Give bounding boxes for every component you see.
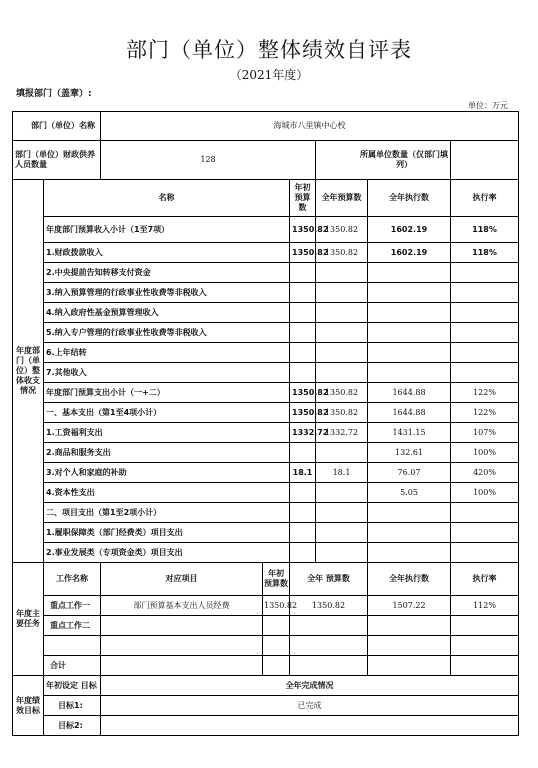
row-name: 1.财政拨款收入 [44, 243, 290, 263]
sub-units-label: 所属单位数量（仅部门填列） [316, 141, 451, 180]
row-initial-budget [290, 263, 316, 283]
row-initial-budget: 18.1 [290, 463, 316, 483]
table-row [13, 596, 519, 616]
task-executed [368, 656, 451, 676]
staff-label: 部门（单位）财政供养人员数量 [13, 141, 101, 180]
row-initial-budget [290, 343, 316, 363]
row-executed: 5.05 [368, 483, 451, 503]
header-goal-set: 年初设定 目标 [44, 676, 101, 696]
row-initial-budget: 1332.72 [290, 423, 316, 443]
row-executed: 1644.88 [368, 403, 451, 423]
row-initial-budget: 1350.82 [290, 383, 316, 403]
task-name: 重点工作一 [44, 596, 101, 616]
row-name: 一、基本支出（第1至4项小计） [44, 403, 290, 423]
row-annual-budget [316, 263, 368, 283]
task-rate: 112% [451, 596, 519, 616]
task-project [101, 636, 263, 656]
table-row [13, 523, 519, 543]
row-annual-budget [316, 503, 368, 523]
goal-completion: 已完成 [101, 696, 519, 716]
row-initial-budget: 1350.82 [290, 243, 316, 263]
row-executed [368, 523, 451, 543]
row-executed [368, 343, 451, 363]
row-initial-budget: 1350.82 [290, 403, 316, 423]
table-row [13, 343, 519, 363]
table-row [13, 383, 519, 403]
row-executed: 1602.19 [368, 243, 451, 263]
row-name: 2.事业发展类（专项资金类）项目支出 [44, 543, 290, 563]
row-annual-budget [316, 363, 368, 383]
table-row [13, 283, 519, 303]
task-executed: 1507.22 [368, 596, 451, 616]
table-row [13, 616, 519, 636]
row-initial-budget [290, 323, 316, 343]
row-rate [451, 523, 519, 543]
header-executed: 全年执行数 [368, 180, 451, 217]
table-row [13, 443, 519, 463]
row-name: 年度部门预算支出小计（一+二） [44, 383, 290, 403]
sub-units-value [451, 141, 519, 180]
row-initial-budget [290, 443, 316, 463]
row-rate: 118% [451, 243, 519, 263]
row-name: 3.纳入预算管理的行政事业性收费等非税收入 [44, 283, 290, 303]
row-name: 1.履职保障类（部门经费类）项目支出 [44, 523, 290, 543]
row-rate [451, 543, 519, 563]
row-annual-budget: 1350.82 [316, 217, 368, 243]
task-annual-budget [290, 656, 368, 676]
section1-side-label: 年度部门（单位）整体收支情况 [13, 180, 44, 563]
row-initial-budget: 1350.82 [290, 217, 316, 243]
filler-label: 填报部门（盖章）: [16, 89, 92, 99]
row-annual-budget: 1332.72 [316, 423, 368, 443]
row-executed: 1644.88 [368, 383, 451, 403]
row-rate: 420% [451, 463, 519, 483]
row-name: 1.工资福利支出 [44, 423, 290, 443]
goal-completion [101, 716, 519, 736]
task-initial-budget [263, 636, 290, 656]
row-initial-budget [290, 283, 316, 303]
table-row [13, 303, 519, 323]
table-row [13, 263, 519, 283]
row-initial-budget [290, 543, 316, 563]
row-annual-budget [316, 283, 368, 303]
row-rate [451, 303, 519, 323]
row-annual-budget [316, 343, 368, 363]
row-annual-budget [316, 523, 368, 543]
row-executed [368, 283, 451, 303]
row-name: 5.纳入专户管理的行政事业性收费等非税收入 [44, 323, 290, 343]
row-rate [451, 263, 519, 283]
page-title: 部门（单位）整体绩效自评表 [126, 38, 412, 62]
table-row [13, 483, 519, 503]
row-annual-budget [316, 443, 368, 463]
row-annual-budget: 1350.82 [316, 243, 368, 263]
task-annual-budget: 1350.82 [290, 596, 368, 616]
row-rate [451, 343, 519, 363]
row-initial-budget [290, 523, 316, 543]
row-name: 4.纳入政府性基金预算管理收入 [44, 303, 290, 323]
row-initial-budget [290, 483, 316, 503]
header-rate: 执行率 [451, 180, 519, 217]
row-rate [451, 283, 519, 303]
row-rate: 118% [451, 217, 519, 243]
header-initial-budget: 年初 预算数 [290, 180, 316, 217]
task-project: 部门预算基本支出人员经费 [101, 596, 263, 616]
row-name: 2.中央提前告知转移支付资金 [44, 263, 290, 283]
row-initial-budget [290, 503, 316, 523]
row-rate: 122% [451, 403, 519, 423]
table-row [13, 543, 519, 563]
task-executed [368, 616, 451, 636]
row-rate [451, 323, 519, 343]
task-executed [368, 636, 451, 656]
row-annual-budget [316, 483, 368, 503]
header-completion: 全年完成情况 [101, 676, 519, 696]
table-row [13, 423, 519, 443]
row-rate: 122% [451, 383, 519, 403]
section3-side-label: 年度绩效目标 [13, 676, 44, 736]
table-row [13, 243, 519, 263]
row-annual-budget [316, 323, 368, 343]
table-row [13, 363, 519, 383]
unit-label: 单位：万元 [468, 101, 508, 110]
row-rate: 100% [451, 483, 519, 503]
header-rate: 执行率 [451, 563, 519, 596]
row-executed [368, 263, 451, 283]
goal-name: 目标2: [44, 716, 101, 736]
row-annual-budget [316, 303, 368, 323]
row-annual-budget: 18.1 [316, 463, 368, 483]
row-name: 7.其他收入 [44, 363, 290, 383]
task-rate [451, 616, 519, 636]
row-annual-budget: 1350.82 [316, 383, 368, 403]
table-row [13, 656, 519, 676]
header-annual-budget: 全年 预算数 [290, 563, 368, 596]
task-project [101, 616, 263, 636]
table-row [13, 217, 519, 243]
row-name: 2.商品和服务支出 [44, 443, 290, 463]
row-annual-budget: 1350.82 [316, 403, 368, 423]
table-row [13, 636, 519, 656]
dept-name-label: 部门（单位）名称 [13, 112, 101, 141]
row-executed [368, 543, 451, 563]
task-project [101, 656, 263, 676]
row-name: 4.资本性支出 [44, 483, 290, 503]
table-row [13, 716, 519, 736]
row-executed: 132.61 [368, 443, 451, 463]
section2-side-label: 年度主要任务 [13, 563, 44, 676]
row-executed: 1602.19 [368, 217, 451, 243]
row-initial-budget [290, 363, 316, 383]
dept-name-value: 海城市八里镇中心校 [101, 112, 519, 141]
task-initial-budget: 1350.82 [263, 596, 290, 616]
row-rate: 107% [451, 423, 519, 443]
task-rate [451, 656, 519, 676]
row-rate: 100% [451, 443, 519, 463]
task-name: 重点工作二 [44, 616, 101, 636]
header-project: 对应项目 [101, 563, 263, 596]
row-name: 6.上年结转 [44, 343, 290, 363]
row-executed: 1431.15 [368, 423, 451, 443]
task-name: 合计 [44, 656, 101, 676]
staff-count: 128 [101, 141, 316, 180]
row-executed [368, 323, 451, 343]
header-name: 名称 [44, 180, 290, 217]
row-rate [451, 503, 519, 523]
row-executed [368, 303, 451, 323]
table-row [13, 403, 519, 423]
header-task-name: 工作名称 [44, 563, 101, 596]
report-year: （2021年度） [229, 68, 309, 82]
task-initial-budget [263, 616, 290, 636]
header-initial-budget: 年初 预算数 [263, 563, 290, 596]
task-annual-budget [290, 636, 368, 656]
table-row [13, 323, 519, 343]
task-annual-budget [290, 616, 368, 636]
row-name: 年度部门预算收入小计（1至7项） [44, 217, 290, 243]
table-row [13, 696, 519, 716]
task-initial-budget [263, 656, 290, 676]
evaluation-table [12, 111, 519, 736]
header-annual-budget: 全年预算数 [316, 180, 368, 217]
row-executed [368, 363, 451, 383]
row-initial-budget [290, 303, 316, 323]
table-row [13, 503, 519, 523]
row-name: 二、项目支出（第1至2项小计） [44, 503, 290, 523]
table-row [13, 463, 519, 483]
task-rate [451, 636, 519, 656]
row-rate [451, 363, 519, 383]
task-name [44, 636, 101, 656]
row-executed [368, 503, 451, 523]
row-name: 3.对个人和家庭的补助 [44, 463, 290, 483]
header-executed: 全年执行数 [368, 563, 451, 596]
goal-name: 目标1: [44, 696, 101, 716]
row-executed: 76.07 [368, 463, 451, 483]
row-annual-budget [316, 543, 368, 563]
